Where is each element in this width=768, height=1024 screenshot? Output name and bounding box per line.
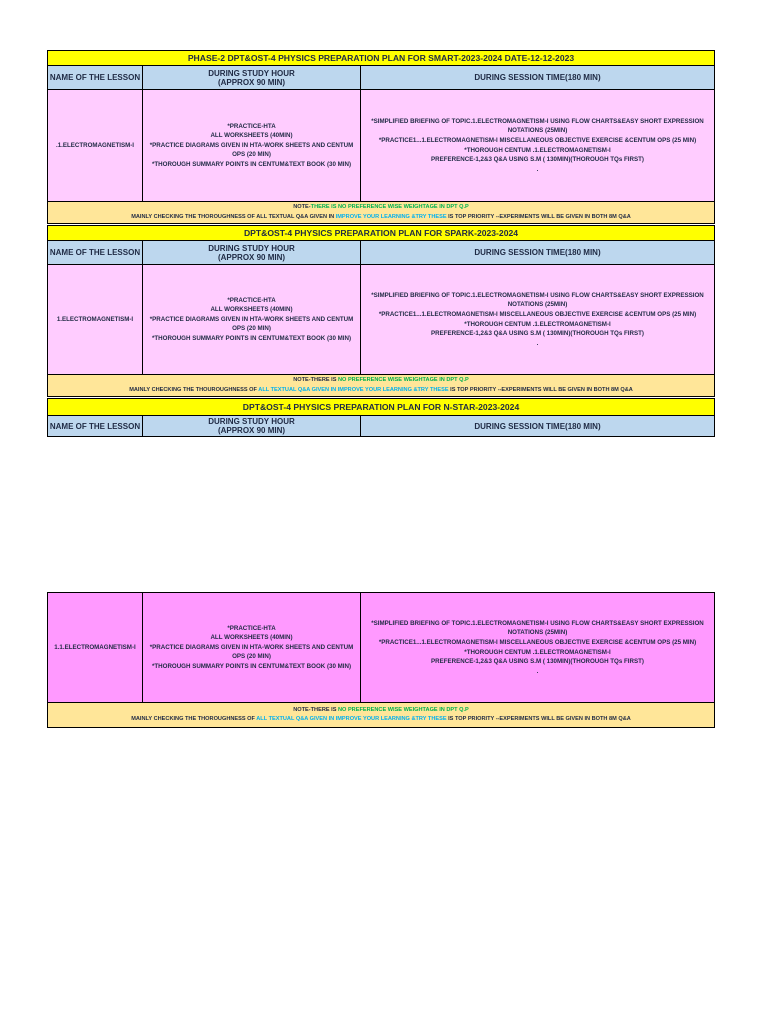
header-session: DURING SESSION TIME(180 MIN) (474, 421, 601, 431)
note-row: NOTE-THERE IS NO PREFERENCE WISE WEIGHTAGE IN DPT Q.P MAINLY CHECKING THE THOROUGHNESS OF ALL TEXTUAL Q&A GIVEN IN IMPROVE YOUR LEARNING &TRY THESE IS TOP PRIORITY --EXPERIMENTS WILL BE GIVEN IN BOTH 8M Q&A (47, 202, 715, 224)
lesson-row (47, 592, 715, 703)
header-study: DURING STUDY HOUR (APPROX 90 MIN) (143, 66, 361, 89)
header-row (47, 416, 715, 437)
header-row (47, 66, 715, 90)
header-session: DURING SESSION TIME(180 MIN) (474, 73, 601, 82)
section-title: PHASE-2 DPT&OST-4 PHYSICS PREPARATION PLAN FOR SMART-2023-2024 DATE-12-12-2023 (47, 50, 715, 66)
lesson-row (47, 90, 715, 202)
lesson-row (47, 265, 715, 375)
header-lesson: NAME OF THE LESSON (48, 241, 143, 264)
header-session: DURING SESSION TIME(180 MIN) (474, 248, 601, 257)
study-plan: *PRACTICE-HTA ALL WORKSHEETS (40MIN) *PRACTICE DIAGRAMS GIVEN IN HTA-WORK SHEETS AND CENTUM OPS (20 MIN) *THOROUGH SUMMARY POINTS IN CENTUM&TEXT BOOK (30 MIN) (143, 593, 361, 702)
note-row: NOTE-THERE IS NO PREFERENCE WISE WEIGHTAGE IN DPT Q.P MAINLY CHECKING THE THOROUGHNESS OF ALL TEXTUAL Q&A GIVEN IN IMPROVE YOUR LEARNING &TRY THESE IS TOP PRIORITY --EXPERIMENTS WILL BE GIVEN IN BOTH 8M Q&A (47, 703, 715, 728)
lesson-name: 1.1.ELECTROMAGNETISM-I (48, 593, 143, 702)
session-plan: *SIMPLIFIED BRIEFING OF TOPIC.1.ELECTROMAGNETISM-I USING FLOW CHARTS&EASY SHORT EXPRESSION NOTATIONS (25MIN) *PRACTICE1...1.ELECTROMAGNETISM-I MISCELLANEOUS OBJECTIVE EXERCISE &CENTUM OPS (25 MIN) *THOROUGH CENTUM .1.ELECTROMAGNETISM-I PREFERENCE-1,2&3 Q&A USING S.M ( 130MIN)(THOROUGH TQs FIRST) . (371, 619, 704, 675)
session-plan: *SIMPLIFIED BRIEFING OF TOPIC.1.ELECTROMAGNETISM-I USING FLOW CHARTS&EASY SHORT EXPRESSION NOTATIONS (25MIN) *PRACTICE1...1.ELECTROMAGNETISM-I MISCELLANEOUS OBJECTIVE EXERCISE &CENTUM OPS (25 MIN) *THOROUGH CENTUM .1.ELECTROMAGNETISM-I PREFERENCE-1,2&3 Q&A USING S.M ( 130MIN)(THOROUGH TQs FIRST) . (371, 291, 704, 347)
study-plan: *PRACTICE-HTA ALL WORKSHEETS (40MIN) *PRACTICE DIAGRAMS GIVEN IN HTA-WORK SHEETS AND CENTUM OPS (20 MIN) *THOROUGH SUMMARY POINTS IN CENTUM&TEXT BOOK (30 MIN) (143, 90, 361, 201)
note-row: NOTE-THERE IS NO PREFERENCE WISE WEIGHTAGE IN DPT Q.P MAINLY CHECKING THE THOUROUGHNESS OF ALL TEXTUAL Q&A GIVEN IN IMPROVE YOUR LEARNING &TRY THESE IS TOP PRIORITY --EXPERIMENTS WILL BE GIVEN IN BOTH 8M Q&A (47, 375, 715, 397)
plan-nstar-body (47, 592, 715, 728)
header-study: DURING STUDY HOUR (APPROX 90 MIN) (143, 241, 361, 264)
plan-spark (47, 225, 715, 397)
header-row (47, 241, 715, 265)
header-lesson: NAME OF THE LESSON (48, 66, 143, 89)
lesson-name: 1.ELECTROMAGNETISM-I (48, 265, 143, 374)
session-plan: *SIMPLIFIED BRIEFING OF TOPIC.1.ELECTROMAGNETISM-I USING FLOW CHARTS&EASY SHORT EXPRESSION NOTATIONS (25MIN) *PRACTICE1...1.ELECTROMAGNETISM-I MISCELLANEOUS OBJECTIVE EXERCISE &CENTUM OPS (25 MIN) *THOROUGH CENTUM .1.ELECTROMAGNETISM-I PREFERENCE-1,2&3 Q&A USING S.M ( 130MIN)(THOROUGH TQs FIRST) . (371, 117, 704, 173)
section-title: DPT&OST-4 PHYSICS PREPARATION PLAN FOR SPARK-2023-2024 (47, 225, 715, 241)
study-plan: *PRACTICE-HTA ALL WORKSHEETS (40MIN) *PRACTICE DIAGRAMS GIVEN IN HTA-WORK SHEETS AND CENTUM OPS (20 MIN) *THOROUGH SUMMARY POINTS IN CENTUM&TEXT BOOK (30 MIN) (143, 265, 361, 374)
lesson-name: .1.ELECTROMAGNETISM-I (48, 90, 143, 201)
header-study: DURING STUDY HOUR (APPROX 90 MIN) (143, 416, 361, 436)
header-lesson: NAME OF THE LESSON (48, 416, 143, 436)
plan-nstar-header (47, 398, 715, 437)
section-title: DPT&OST-4 PHYSICS PREPARATION PLAN FOR N-STAR-2023-2024 (47, 398, 715, 416)
plan-smart (47, 50, 715, 224)
